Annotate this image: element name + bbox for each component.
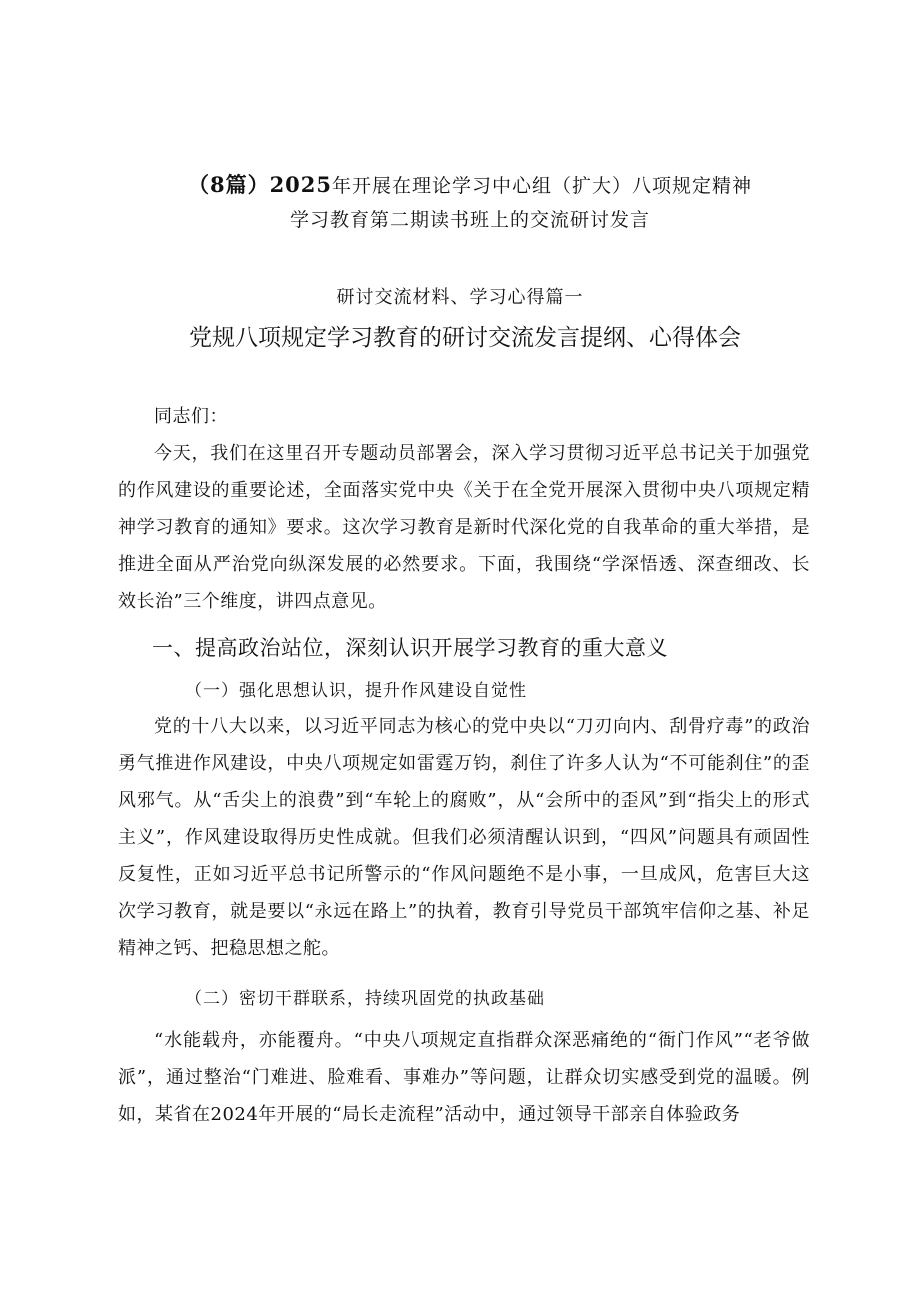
paragraph-2 xyxy=(118,708,810,967)
document-title-rest: 年开展在理论学习中心组（扩大）八项规定精神 xyxy=(332,175,753,197)
document-title-line2: 学习教育第二期读书班上的交流研讨发言 xyxy=(289,209,650,231)
section-label: 研讨交流材料、学习心得篇一 xyxy=(336,287,584,308)
section-heading-1: 一、提高政治站位，深刻认识开展学习教育的重大意义 xyxy=(152,636,668,660)
paragraph-intro xyxy=(118,435,810,620)
subheading-1: （一）强化思想认识，提升作风建设自觉性 xyxy=(185,681,527,701)
document-title-prefix: （8篇）2025 xyxy=(187,172,333,197)
salutation-text: 同志们： xyxy=(154,406,228,427)
speech-title: 党规八项规定学习教育的研讨交流发言提纲、心得体会 xyxy=(189,325,741,351)
salutation xyxy=(118,398,810,435)
document-title-line1 xyxy=(150,168,790,203)
paragraph-intro-text: 今天，我们在这里召开专题动员部署会，深入学习贯彻习近平总书记关于加强党的作风建设的重要论述，全面落实党中央《关于在全党开展深入贯彻中央八项规定精神学习教育的通知》要求。这次学习教育是新时代深化党的自我革命的重大举措，是推进全面从严治党向纵深发展的必然要求。下面，我围绕“学深悟透、深查细改、长效长治”三个维度，讲四点意见。 xyxy=(118,443,810,612)
document-title xyxy=(150,168,790,237)
paragraph-2-text: 党的十八大以来，以习近平同志为核心的党中央以“刀刃向内、刮骨疗毒”的政治勇气推进作风建设，中央八项规定如雷霆万钧，刹住了许多人认为“不可能刹住”的歪风邪气。从“舌尖上的浪费”到“车轮上的腐败”，从“会所中的歪风”到“指尖上的形式主义”，作风建设取得历史性成就。但我们必须清醒认识到，“四风”问题具有顽固性反复性，正如习近平总书记所警示的“作风问题绝不是小事，一旦成风，危害巨大这次学习教育，就是要以“永远在路上”的执着，教育引导党员干部筑牢信仰之基、补足精神之钙、把稳思想之舵。 xyxy=(118,716,810,959)
subheading-2: （二）密切干群联系，持续巩固党的执政基础 xyxy=(185,989,545,1009)
paragraph-3-text: “水能载舟，亦能覆舟。“中央八项规定直指群众深恶痛绝的“衙门作风”“老爷做派”，通过整治“门难进、脸难看、事难办”等问题，让群众切实感受到党的温暖。例如，某省在2024年开展的“局长走流程”活动中，通过领导干部亲自体验政务 xyxy=(118,1030,810,1125)
paragraph-3 xyxy=(118,1022,810,1133)
